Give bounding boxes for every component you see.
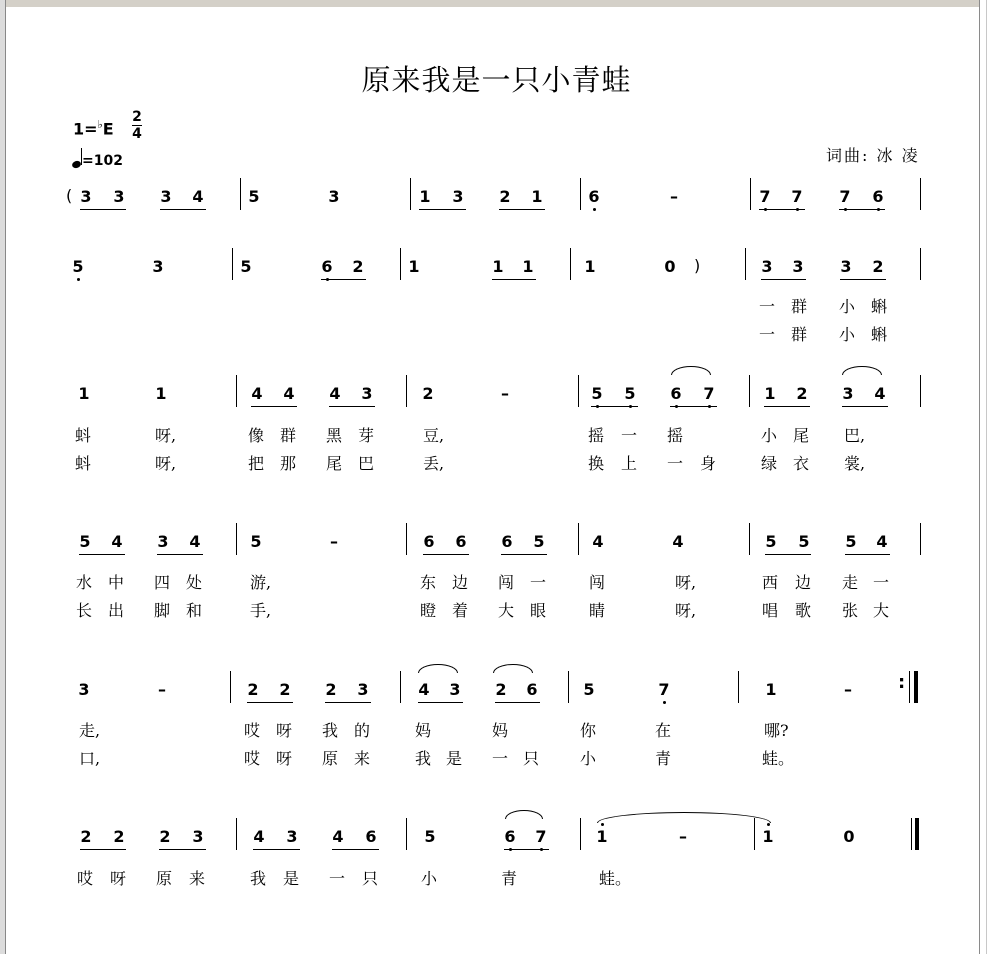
line4-barline — [920, 523, 921, 555]
tie-slur — [418, 664, 458, 673]
line3-lyrics-v2-char: 衣 — [793, 454, 810, 473]
line5-lyrics-v1-char: 你 — [580, 721, 597, 740]
line6-lyrics-char: 小 — [421, 869, 438, 888]
line1-note: 4 — [192, 187, 204, 206]
line6-note: 2 — [80, 827, 92, 846]
line4-beam — [845, 554, 890, 555]
line4-barline — [578, 523, 579, 555]
line3-lyrics-v1-char: 豆, — [423, 426, 445, 445]
line6-lyrics-char: 我 — [250, 869, 267, 888]
line3-lyrics-v2-char: 丢, — [423, 454, 445, 473]
line4-barline — [749, 523, 750, 555]
line3-lyrics-v2-char: 呀, — [155, 454, 177, 473]
line6-beam — [504, 849, 549, 850]
line3-lyrics-v1-char: 尾 — [793, 426, 810, 445]
line1-barline — [410, 178, 411, 210]
line5-barline — [400, 671, 401, 703]
line1-beam — [759, 209, 805, 210]
line1-note: 3 — [160, 187, 172, 206]
line2-lyrics-v1-char: 小 — [839, 297, 856, 316]
line5-barline — [568, 671, 569, 703]
line2-note: 3 — [152, 257, 164, 276]
line5-note: 2 — [279, 680, 291, 699]
line6-barline — [236, 818, 237, 850]
line2-lyrics-v2-char: 蝌 — [871, 325, 888, 344]
line5-lyrics-v1-char: 的 — [354, 721, 371, 740]
line6-lyrics-char: 呀 — [110, 869, 127, 888]
line6-note: 4 — [332, 827, 344, 846]
line1-beam — [499, 209, 545, 210]
line4-note: 5 — [798, 532, 810, 551]
line5-lyrics-v1-char: 我 — [322, 721, 339, 740]
line3-note: 5 — [623, 385, 637, 403]
line4-lyrics-v2-char: 呀, — [675, 601, 697, 620]
line2-barline — [400, 248, 401, 280]
line1-barline — [240, 178, 241, 210]
line4-lyrics-v2-char: 瞪 — [420, 601, 437, 620]
line1-note: 2 — [499, 187, 511, 206]
line4-lyrics-v1-char: 呀, — [675, 573, 697, 592]
line6-lyrics-char: 蛙。 — [599, 869, 632, 888]
line6-beam — [159, 849, 206, 850]
line2-barline — [745, 248, 746, 280]
line6-beam — [332, 849, 379, 850]
line4-lyrics-v1-char: 走 — [842, 573, 859, 592]
line5-note: 3 — [78, 680, 90, 699]
line5-beam — [418, 702, 463, 703]
line4-lyrics-v1-char: 一 — [873, 573, 890, 592]
line1-note: 3 — [328, 187, 340, 206]
line3-lyrics-v1-char: 群 — [280, 426, 297, 445]
line4-lyrics-v1-char: 闯 — [589, 573, 606, 592]
line4-note: 3 — [157, 532, 169, 551]
line3-lyrics-v1-char: 黑 — [326, 426, 343, 445]
line2-note: 3 — [761, 257, 773, 276]
line5-lyrics-v1-char: 哪? — [764, 721, 789, 740]
line3-note: 7 — [702, 385, 716, 403]
long-tie-slur — [597, 812, 771, 823]
line3-beam — [842, 406, 888, 407]
line4-lyrics-v2-char: 着 — [452, 601, 469, 620]
line3-beam — [251, 406, 297, 407]
line3-lyrics-v2-char: 巴 — [358, 454, 375, 473]
line3-barline — [578, 375, 579, 407]
time-signature-top: 2 — [132, 109, 142, 125]
line1-barline — [920, 178, 921, 210]
line1-beam — [419, 209, 466, 210]
line3-note: 2 — [796, 384, 808, 403]
repeat-end-barline — [914, 671, 918, 703]
line4-lyrics-v2-char: 眼 — [530, 601, 547, 620]
line2-lyrics-v1-char: 一 — [759, 297, 776, 316]
line2-lyrics-v1-char: 蝌 — [871, 297, 888, 316]
line4-lyrics-v2-char: 出 — [108, 601, 125, 620]
line6-beam — [253, 849, 300, 850]
line4-beam — [157, 554, 203, 555]
line3-lyrics-v2-char: 绿 — [761, 454, 778, 473]
line3-barline — [406, 375, 407, 407]
line3-barline — [920, 375, 921, 407]
line2-note: 5 — [71, 258, 85, 276]
line1-beam — [80, 209, 126, 210]
line2-lyrics-v1-char: 群 — [791, 297, 808, 316]
line3-lyrics-v1-char: 蚪 — [75, 426, 92, 445]
line3-note: 4 — [329, 384, 341, 403]
line6-note: 2 — [113, 827, 125, 846]
line1-note: 7 — [758, 188, 772, 206]
line3-lyrics-v1-char: 摇 — [588, 426, 605, 445]
line5-lyrics-v1-char: 走, — [79, 721, 101, 740]
line4-lyrics-v1-char: 水 — [76, 573, 93, 592]
line4-note: 6 — [423, 532, 435, 551]
line6-lyrics-char: 来 — [189, 869, 206, 888]
line2-note: 2 — [352, 257, 364, 276]
flat-sign: ♭ — [97, 118, 103, 131]
line4-lyrics-v1-char: 一 — [530, 573, 547, 592]
line4-lyrics-v2-char: 长 — [76, 601, 93, 620]
paren-close: ) — [694, 256, 701, 275]
line3-note: 3 — [361, 384, 373, 403]
line6-lyrics-char: 哎 — [77, 869, 94, 888]
line3-note: – — [501, 384, 509, 403]
line3-barline — [749, 375, 750, 407]
line4-note: 4 — [111, 532, 123, 551]
line6-note: 1 — [761, 828, 775, 846]
line3-lyrics-v1-char: 像 — [248, 426, 265, 445]
line3-note: 5 — [590, 385, 604, 403]
tie-slur — [842, 366, 882, 375]
line4-note: 6 — [501, 532, 513, 551]
line2-note: 3 — [792, 257, 804, 276]
line3-lyrics-v1-char: 小 — [761, 426, 778, 445]
line4-beam — [79, 554, 125, 555]
line6-lyrics-char: 原 — [156, 869, 173, 888]
line6-barline — [406, 818, 407, 850]
octave-dot-above — [601, 823, 604, 826]
repeat-thin-barline — [909, 671, 910, 703]
line5-beam — [325, 702, 371, 703]
line3-beam — [329, 406, 375, 407]
line4-note: 5 — [79, 532, 91, 551]
line3-note: 1 — [155, 384, 167, 403]
line1-note: 5 — [248, 187, 260, 206]
line4-lyrics-v2-char: 手, — [250, 601, 272, 620]
octave-dot-above — [767, 823, 770, 826]
line5-beam — [495, 702, 540, 703]
line1-barline — [580, 178, 581, 210]
line5-note: 7 — [657, 681, 671, 699]
line3-note: 3 — [842, 384, 854, 403]
line1-beam — [160, 209, 206, 210]
line3-note: 6 — [669, 385, 683, 403]
line3-lyrics-v2-char: 换 — [588, 454, 605, 473]
line6-lyrics-char: 青 — [501, 869, 518, 888]
line4-barline — [406, 523, 407, 555]
page-title: 原来我是一只小青蛙 — [361, 63, 632, 97]
line3-barline — [236, 375, 237, 407]
line5-lyrics-v2-char: 是 — [446, 749, 463, 768]
line6-note: 3 — [192, 827, 204, 846]
line1-note: 3 — [452, 187, 464, 206]
line4-note: – — [330, 532, 338, 551]
line2-barline — [232, 248, 233, 280]
line6-note: 5 — [424, 827, 436, 846]
line5-lyrics-v2-char: 哎 — [244, 749, 261, 768]
line2-barline — [570, 248, 571, 280]
key-note: E — [102, 119, 114, 139]
line6-note: 6 — [503, 828, 517, 846]
line1-barline — [750, 178, 751, 210]
line1-note: 7 — [838, 188, 852, 206]
line3-lyrics-v2-char: 上 — [621, 454, 638, 473]
line5-note: 5 — [583, 680, 595, 699]
line4-note: 4 — [876, 532, 888, 551]
line3-note: 4 — [283, 384, 295, 403]
line3-beam — [591, 406, 638, 407]
line4-lyrics-v2-char: 大 — [873, 601, 890, 620]
key-prefix: 1= — [73, 119, 98, 139]
line4-beam — [765, 554, 811, 555]
line6-beam — [80, 849, 126, 850]
line3-lyrics-v1-char: 呀, — [155, 426, 177, 445]
line3-beam — [670, 406, 717, 407]
line3-note: 4 — [874, 384, 886, 403]
line5-note: 2 — [247, 680, 259, 699]
line5-lyrics-v1-char: 妈 — [492, 721, 509, 740]
line4-note: 5 — [765, 532, 777, 551]
line4-beam — [423, 554, 469, 555]
line4-lyrics-v1-char: 四 — [154, 573, 171, 592]
line6-note: 1 — [595, 828, 609, 846]
window-top-border — [0, 0, 993, 7]
octave-dot-below — [77, 278, 80, 281]
line4-note: 5 — [250, 532, 262, 551]
line4-lyrics-v2-char: 睛 — [589, 601, 606, 620]
repeat-dots: : — [898, 672, 906, 693]
line5-lyrics-v2-char: 只 — [523, 749, 540, 768]
line1-note: 6 — [871, 188, 885, 206]
line4-note: 6 — [455, 532, 467, 551]
paren-open: ( — [66, 186, 73, 205]
window-left-border — [0, 0, 6, 954]
line6-note: 0 — [843, 827, 855, 846]
line4-lyrics-v1-char: 西 — [762, 573, 779, 592]
tie-slur — [505, 810, 543, 819]
line3-note: 1 — [78, 384, 90, 403]
line4-lyrics-v1-char: 中 — [108, 573, 125, 592]
line4-lyrics-v1-char: 闯 — [498, 573, 515, 592]
key-signature — [73, 118, 114, 138]
line2-barline — [920, 248, 921, 280]
line5-lyrics-v2-char: 青 — [655, 749, 672, 768]
line4-beam — [501, 554, 547, 555]
line2-note: 1 — [584, 257, 596, 276]
line5-lyrics-v1-char: 在 — [655, 721, 672, 740]
line2-lyrics-v2-char: 群 — [791, 325, 808, 344]
line1-note: – — [670, 187, 678, 206]
line5-lyrics-v2-char: 我 — [415, 749, 432, 768]
line4-lyrics-v2-char: 和 — [186, 601, 203, 620]
line4-note: 4 — [189, 532, 201, 551]
line5-note: 2 — [325, 680, 337, 699]
line2-beam — [840, 279, 886, 280]
line1-note: 3 — [113, 187, 125, 206]
line5-lyrics-v2-char: 呀 — [276, 749, 293, 768]
line3-lyrics-v2-char: 把 — [248, 454, 265, 473]
quarter-note-icon — [72, 148, 82, 168]
line3-lyrics-v2-char: 尾 — [326, 454, 343, 473]
line4-lyrics-v2-char: 大 — [498, 601, 515, 620]
line1-note: 6 — [587, 188, 601, 206]
line5-lyrics-v1-char: 妈 — [415, 721, 432, 740]
line4-lyrics-v1-char: 处 — [186, 573, 203, 592]
line2-note: 5 — [240, 257, 252, 276]
line6-lyrics-char: 一 — [329, 869, 346, 888]
line6-note: 3 — [286, 827, 298, 846]
line3-lyrics-v2-char: 身 — [700, 454, 717, 473]
line5-note: 6 — [526, 680, 538, 699]
line5-lyrics-v2-char: 来 — [354, 749, 371, 768]
line2-beam — [492, 279, 536, 280]
line5-note: 3 — [449, 680, 461, 699]
line6-note: 6 — [365, 827, 377, 846]
line2-lyrics-v2-char: 小 — [839, 325, 856, 344]
final-thick-barline — [915, 818, 919, 850]
line3-note: 1 — [764, 384, 776, 403]
tie-slur — [671, 366, 711, 375]
line5-lyrics-v2-char: 一 — [492, 749, 509, 768]
line5-lyrics-v2-char: 口, — [79, 749, 101, 768]
octave-dot-below — [593, 208, 596, 211]
tempo-value: =102 — [82, 153, 123, 169]
line4-lyrics-v2-char: 张 — [842, 601, 859, 620]
line2-beam — [761, 279, 806, 280]
line1-beam — [839, 209, 885, 210]
line6-lyrics-char: 只 — [362, 869, 379, 888]
line1-note: 1 — [531, 187, 543, 206]
author-credit: 词曲: 冰 凌 — [826, 146, 920, 165]
line3-beam — [764, 406, 810, 407]
line2-note: 6 — [320, 258, 334, 276]
line2-note: 1 — [408, 257, 420, 276]
window-right-border — [979, 0, 993, 954]
line4-lyrics-v2-char: 歌 — [795, 601, 812, 620]
line3-lyrics-v2-char: 蚪 — [75, 454, 92, 473]
line3-lyrics-v2-char: 那 — [280, 454, 297, 473]
line5-note: 4 — [418, 680, 430, 699]
line3-lyrics-v1-char: 一 — [621, 426, 638, 445]
line6-note: 4 — [253, 827, 265, 846]
line4-lyrics-v1-char: 东 — [420, 573, 437, 592]
line5-barline — [230, 671, 231, 703]
tempo-mark — [72, 148, 123, 169]
line2-note: 0 — [664, 257, 676, 276]
line3-lyrics-v2-char: 裳, — [844, 454, 866, 473]
line5-lyrics-v2-char: 蛙。 — [762, 749, 795, 768]
line4-lyrics-v1-char: 边 — [795, 573, 812, 592]
time-signature — [132, 110, 142, 141]
line6-note: 2 — [159, 827, 171, 846]
line5-lyrics-v1-char: 哎 — [244, 721, 261, 740]
line2-beam — [321, 279, 366, 280]
line2-note: 3 — [840, 257, 852, 276]
line2-note: 2 — [872, 257, 884, 276]
line3-note: 2 — [422, 384, 434, 403]
line4-lyrics-v2-char: 脚 — [154, 601, 171, 620]
octave-dot-below — [663, 701, 666, 704]
line4-lyrics-v2-char: 唱 — [762, 601, 779, 620]
line6-barline — [580, 818, 581, 850]
line6-lyrics-char: 是 — [283, 869, 300, 888]
line4-barline — [236, 523, 237, 555]
line5-lyrics-v1-char: 呀 — [276, 721, 293, 740]
line3-lyrics-v1-char: 巴, — [844, 426, 866, 445]
line3-note: 4 — [251, 384, 263, 403]
line5-lyrics-v2-char: 原 — [322, 749, 339, 768]
line2-note: 1 — [522, 257, 534, 276]
line5-note: 1 — [765, 680, 777, 699]
line6-note: 7 — [534, 828, 548, 846]
final-thin-barline — [911, 818, 912, 850]
line4-note: 4 — [672, 532, 684, 551]
tie-slur — [493, 664, 533, 673]
line5-barline — [738, 671, 739, 703]
line5-note: – — [158, 680, 166, 699]
line5-beam — [247, 702, 293, 703]
line5-note: 3 — [357, 680, 369, 699]
line2-note: 1 — [492, 257, 504, 276]
line6-note: – — [679, 827, 687, 846]
line4-note: 5 — [845, 532, 857, 551]
line4-lyrics-v1-char: 边 — [452, 573, 469, 592]
line2-lyrics-v2-char: 一 — [759, 325, 776, 344]
line4-note: 5 — [533, 532, 545, 551]
line4-lyrics-v1-char: 游, — [250, 573, 272, 592]
time-signature-bottom: 4 — [132, 126, 142, 142]
line3-lyrics-v1-char: 摇 — [667, 426, 684, 445]
line3-lyrics-v2-char: 一 — [667, 454, 684, 473]
line3-lyrics-v1-char: 芽 — [358, 426, 375, 445]
line5-lyrics-v2-char: 小 — [580, 749, 597, 768]
line1-note: 1 — [419, 187, 431, 206]
line5-note: – — [844, 680, 852, 699]
line1-note: 3 — [80, 187, 92, 206]
line5-note: 2 — [495, 680, 507, 699]
line1-note: 7 — [790, 188, 804, 206]
line4-note: 4 — [592, 532, 604, 551]
